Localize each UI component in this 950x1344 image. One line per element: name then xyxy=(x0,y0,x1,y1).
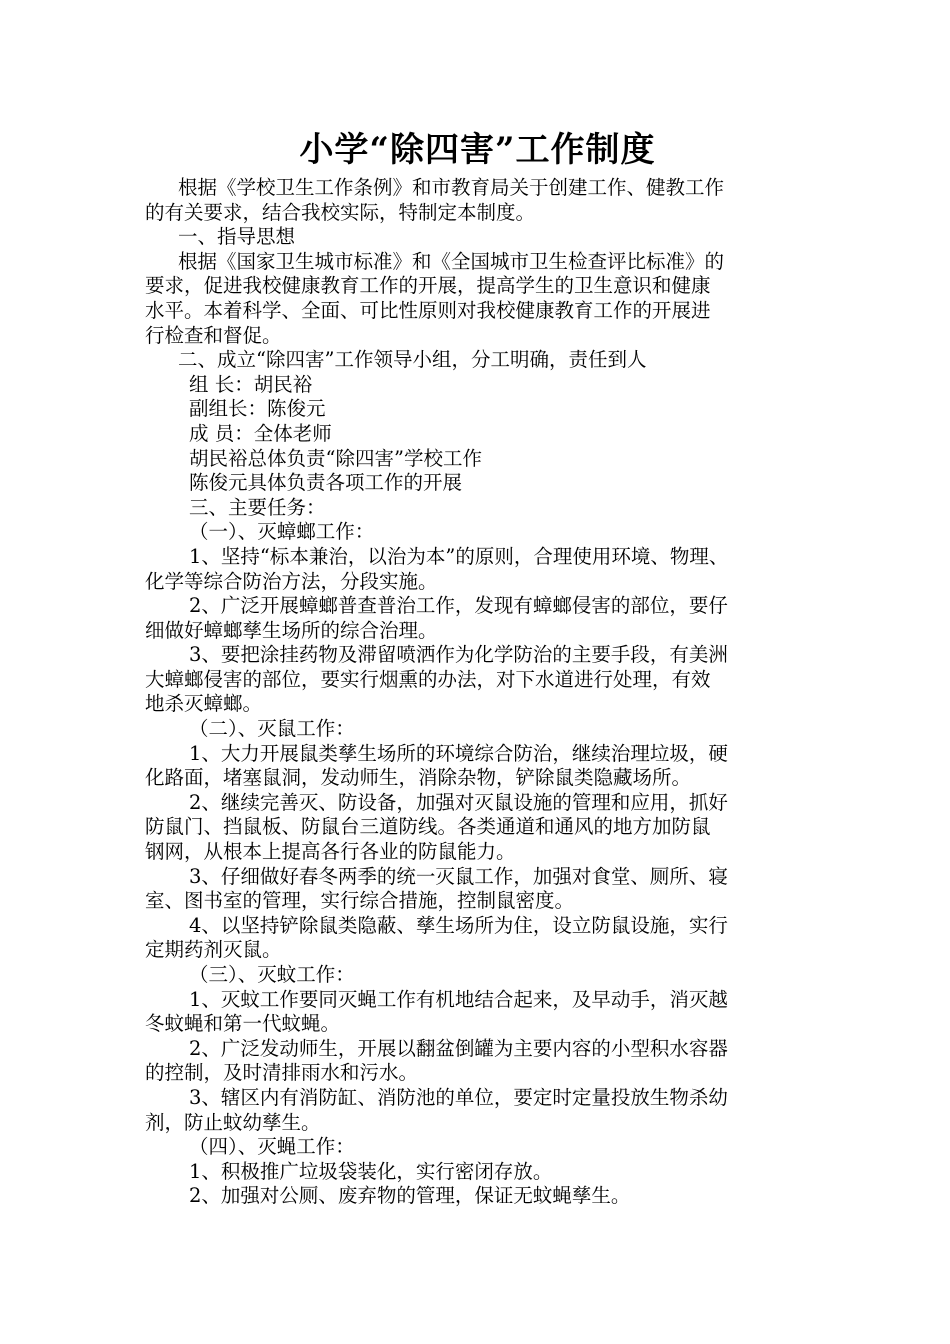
text-line: 成 员：全体老师 xyxy=(189,421,332,445)
text-line: （三）、灭蚊工作： xyxy=(189,963,355,986)
text-line: 细做好蟑螂孳生场所的综合治理。 xyxy=(145,618,438,642)
document-page xyxy=(145,128,810,1209)
text-line: （二）、灭鼠工作： xyxy=(189,717,355,741)
text-line: 的有关要求，结合我校实际，特制定本制度。 xyxy=(145,200,536,224)
text-line: 2、加强对公厕、废弃物的管理，保证无蚊蝇孳生。 xyxy=(189,1184,631,1208)
text-line: 水平。本着科学、全面、可比性原则对我校健康教育工作的开展进 xyxy=(145,298,711,322)
text-line: 一、指导思想 xyxy=(178,225,296,249)
document-title: 小学“除四害”工作制度 xyxy=(299,130,656,170)
text-line: 根据《国家卫生城市标准》和《全国城市卫生检查评比标准》的 xyxy=(178,249,725,273)
text-line: 钢网，从根本上提高各行各业的防鼠能力。 xyxy=(145,840,516,864)
text-line: 4、以坚持铲除鼠类隐蔽、孳生场所为住，设立防鼠设施，实行 xyxy=(189,913,728,937)
text-line: 副组长：陈俊元 xyxy=(189,397,326,421)
text-line: 3、仔细做好春冬两季的统一灭鼠工作，加强对食堂、厕所、寝 xyxy=(189,864,728,888)
text-line: 防鼠门、挡鼠板、防鼠台三道防线。各类通道和通风的地方加防鼠 xyxy=(145,815,711,839)
text-line: 二、成立“除四害”工作领导小组，分工明确，责任到人 xyxy=(178,348,647,372)
text-line: 要求，促进我校健康教育工作的开展，提高学生的卫生意识和健康 xyxy=(145,274,711,298)
text-line: 根据《学校卫生工作条例》和市教育局关于创建工作、健教工作 xyxy=(178,176,725,199)
text-line: 2、继续完善灭、防设备，加强对灭鼠设施的管理和应用，抓好 xyxy=(189,790,728,814)
text-line: 定期药剂灭鼠。 xyxy=(145,938,282,962)
text-line: 1、大力开展鼠类孳生场所的环境综合防治，继续治理垃圾，硬 xyxy=(189,741,728,765)
text-line: 化路面，堵塞鼠洞，发动师生，消除杂物，铲除鼠类隐藏场所。 xyxy=(145,766,692,790)
text-line: （四）、灭蝇工作： xyxy=(189,1135,355,1159)
text-line: 组 长：胡民裕 xyxy=(189,372,313,396)
text-line: 冬蚊蝇和第一代蚊蝇。 xyxy=(145,1012,341,1036)
text-line: 2、广泛发动师生，开展以翻盆倒罐为主要内容的小型积水容器 xyxy=(189,1036,728,1060)
text-line: 2、广泛开展蟑螂普查普治工作，发现有蟑螂侵害的部位，要仔 xyxy=(189,594,728,618)
text-line: 胡民裕总体负责“除四害”学校工作 xyxy=(189,446,482,470)
text-line: 地杀灭蟑螂。 xyxy=(145,692,263,716)
text-line: 三、主要任务： xyxy=(189,495,326,519)
text-line: 3、辖区内有消防缸、消防池的单位，要定时定量投放生物杀幼 xyxy=(189,1085,728,1109)
text-line: 室、图书室的管理，实行综合措施，控制鼠密度。 xyxy=(145,889,575,913)
text-line: 3、要把涂挂药物及滞留喷洒作为化学防治的主要手段，有美洲 xyxy=(189,643,728,667)
text-line: 陈俊元具体负责各项工作的开展 xyxy=(189,471,463,495)
text-line: 1、灭蚊工作要同灭蝇工作有机地结合起来，及早动手，消灭越 xyxy=(189,987,728,1011)
text-line: 1、积极推广垃圾袋装化，实行密闭存放。 xyxy=(189,1159,553,1183)
text-line: 剂，防止蚊幼孳生。 xyxy=(145,1110,321,1134)
text-line: 1、坚持“标本兼治，以治为本”的原则，合理使用环境、物理、 xyxy=(189,544,729,568)
text-line: （一）、灭蟑螂工作： xyxy=(189,520,375,544)
text-line: 行检查和督促。 xyxy=(145,323,282,347)
document-body xyxy=(145,176,810,1209)
text-line: 的控制，及时清排雨水和污水。 xyxy=(145,1061,419,1085)
text-line: 大蟑螂侵害的部位，要实行烟熏的办法，对下水道进行处理，有效 xyxy=(145,667,711,691)
text-line: 化学等综合防治方法，分段实施。 xyxy=(145,569,438,593)
